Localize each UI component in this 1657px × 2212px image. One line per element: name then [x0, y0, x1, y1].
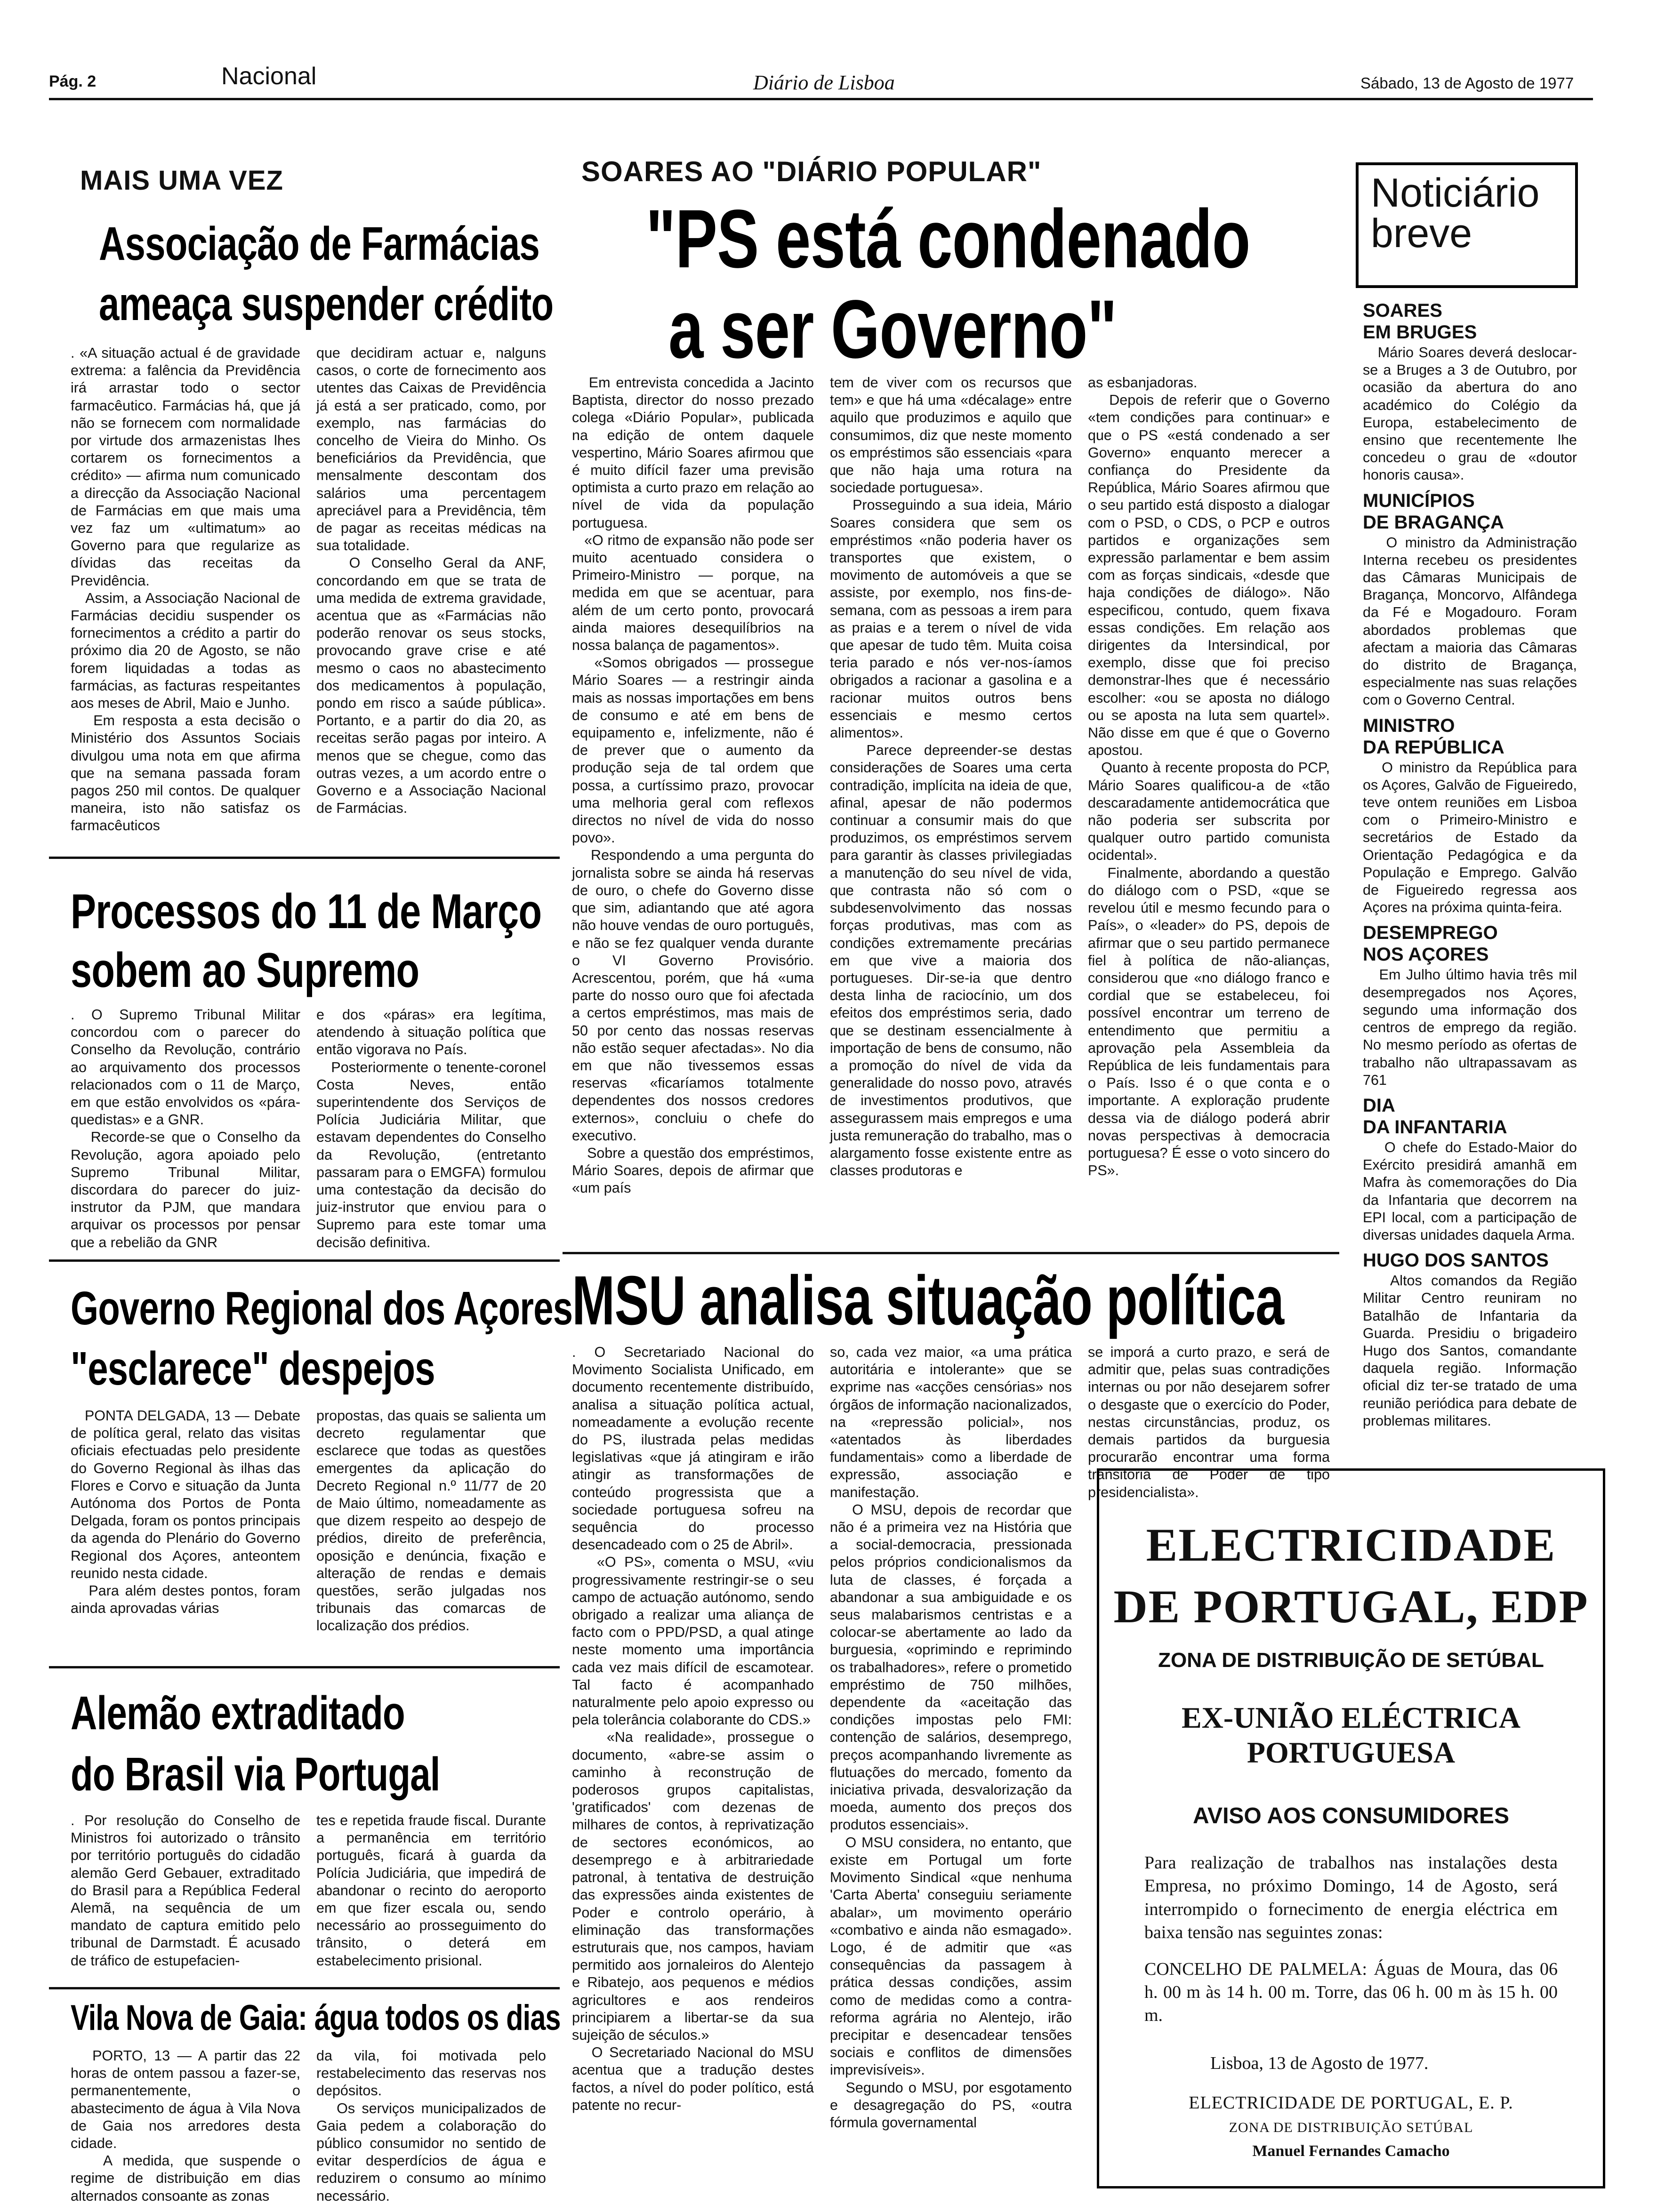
breve-item-title: HUGO DOS SANTOS — [1363, 1250, 1549, 1271]
ad-line-3: ZONA DE DISTRIBUIÇÃO DE SETÚBAL — [1158, 1649, 1544, 1672]
breve-item — [1363, 490, 1581, 709]
ad-line-1: ELECTRICIDADE — [1146, 1519, 1556, 1571]
farmacias-col-1: . «A situação actual é de gravidade extrema: a falência da Previdência irá arrastar todo o sector farmacêutico. Farmácias há, que já não se fornecem com normalidade por virtude dos armazenistas lhes cortarem os fornecimentos a crédito» — afirma num comunicado a direcção da Associação Nacional de Farmácias em que mais uma vez faz um «ultimatum» ao Governo para que regularize as dívidas das receitas da Previdência. Assim, a Associação Nacional de Farmácias decidiu suspender os fornecimentos a crédito a partir do próximo dia 20 de Agosto, se não forem liquidadas a todas as farmácias, as facturas respeitantes aos meses de Abril, Maio e Junho. Em resposta a esta decisão o Ministério dos Assuntos Sociais divulgou uma nota em que afirma que na semana passada foram pagos 250 mil contos. De qualquer maneira, isto não satisfaz os farmacêuticos — [71, 345, 301, 834]
breve-item-body: O chefe do Estado-Maior do Exército presidirá amanhã em Mafra às comemorações do Dia da Infantaria que decorrem na EPI local, com a participação de diversas unidades daquela Arma. — [1363, 1139, 1581, 1243]
ad-line-2: DE PORTUGAL, EDP — [1113, 1580, 1589, 1633]
divider — [49, 857, 560, 859]
gaia-headline: Vila Nova de Gaia: água todos os dias — [71, 1998, 561, 2038]
breve-item-body: O ministro da Administração Interna recebeu os presidentes das Câmaras Municipais de Bragança, Moncorvo, Alfândega da Fé e Mogadouro. Foram abordados problemas que afectam a maioria das Câmaras do distrito de Bragança, especialmente nas suas relações com o Governo Central. — [1363, 534, 1581, 708]
breve-title-2: breve — [1371, 211, 1472, 256]
alemao-headline-1: Alemão extraditado — [71, 1687, 405, 1739]
processos-col-1: . O Supremo Tribunal Militar concordou com o parecer do Conselho da Revolução, contrário ao arquivamento dos processos relacionados com o 11 de Março, em que estão envolvidos os «pára-quedistas» e a GNR. Recorde-se que o Conselho da Revolução, agora apoiado pelo Supremo Tribunal Militar, discordara do parecer do juiz-instrutor da PJM, que mandara arquivar os processos por pensar que a rebelião da GNR — [71, 1007, 300, 1250]
acores-headline-1: Governo Regional dos Açores — [71, 1282, 573, 1335]
divider — [49, 1666, 560, 1668]
farmacias-body — [71, 345, 546, 848]
newspaper-name: Diário de Lisboa — [753, 71, 895, 94]
breve-item-body: O ministro da República para os Açores, Galvão de Figueiredo, teve ontem reuniões em Lisboa com o Primeiro-Ministro e secretários de Estado da Orientação Pedagógica e da População e Emprego. Galvão de Figueiredo regressa aos Açores na próxima quinta-feira. — [1363, 759, 1581, 916]
breve-item-subtitle: DA INFANTARIA — [1363, 1116, 1507, 1138]
alemao-col-1: . Por resolução do Conselho de Ministros foi autorizado o trânsito por território português do cidadão alemão Gerd Gebauer, extraditado do Brasil para a República Federal Alemã, na sequência de um mandato de captura emitido pelo tribunal de Darmstadt. É acusado de tráfico de estupefacien- — [71, 1812, 305, 1969]
ad-signature-2: ZONA DE DISTRIBUIÇÃO SETÚBAL — [1229, 2119, 1473, 2135]
soares-kicker: SOARES AO "DIÁRIO POPULAR" — [581, 156, 1042, 187]
ad-line-4: EX-UNIÃO ELÉCTRICA PORTUGUESA — [1181, 1701, 1521, 1769]
soares-headline-1: "PS está condenado — [646, 193, 1250, 285]
processos-col-2: e dos «páras» era legítima, atendendo à situação política que então vigorava no País. Posteriormente o tenente-coronel Costa Neves, então superintendente dos Serviços de Polícia Judiciária Militar, que estavam dependentes do Conselho da Revolução, (entretanto passaram para o EMGFA) formulou uma contestação da decisão do juiz-instrutor que enviou para o Supremo para este tomar uma decisão definitiva. — [316, 1007, 546, 1250]
msu-headline: MSU analisa situação política — [572, 1262, 1284, 1339]
breve-item-title: SOARES — [1363, 300, 1442, 321]
processos-headline-2: sobem ao Supremo — [71, 943, 419, 998]
farmacias-headline-1: Associação de Farmácias — [99, 217, 539, 270]
acores-col-2: propostas, das quais se salienta um decreto regulamentar que esclarece que todas as questões emergentes da aplicação do Decreto Regional n.º 11/77 de 20 de Maio último, nomeadamente as que dizem respeito ao despejo de prédios, direito de preferência, oposição e denúncia, fixação e alteração de rendas e demais questões, serão julgadas nos tribunais das comarcas de localização dos prédios. — [316, 1408, 550, 1634]
gaia-body — [71, 2047, 546, 2204]
msu-col-1: . O Secretariado Nacional do Movimento Socialista Unificado, em documento recentemente distribuído, analisa a situação política actual, nomeadamente a evolução recente do PS, ilustrada pelas medidas legislativas «que já atingiram e irão atingir as transformações de conteúdo progressista que a sociedade portuguesa sofreu na sequência do processo desencadeado com o 25 de Abril». «O PS», comenta o MSU, «viu progressivamente restringir-se o seu campo de actuação autónomo, sendo obrigado a realizar uma aliança de facto com o PPD/PSD, a qual atinge neste momento uma importância cada vez mais difícil de escamotear. Tal facto é acompanhado naturalmente pelo apoio expresso ou pela tolerância colaborante do CDS.» «Na realidade», prossegue o documento, «abre-se assim o caminho à reconstrução de poderosos grupos capitalistas, 'gratificados' com dezenas de milhares de contos, à reprivatização de sectores económicos, ao desemprego e à arbitrariedade patronal, à tentativa de destruição das expressões ainda existentes de Poder e controlo operário, à eliminação das transformações estruturais que, nos campos, haviam permitido aos jornaleiros do Alentejo e Ribatejo, aos pequenos e médios agricultores e aos rendeiros principiarem a libertar-se da sua sujeição de séculos.» O Secretariado Nacional do MSU acentua que a tradução destes factos, a nível do poder político, está patente no recur- — [572, 1344, 814, 2113]
acores-body — [71, 1407, 550, 1659]
soares-col-3: as esbanjadoras. Depois de referir que o Governo «tem condições para continuar» e que o PS «está condenado a ser Governo» enquanto merecer a confiança do Presidente da República, Mário Soares afirmou que o seu partido está disposto a dialogar com o PSD, o CDS, o PCP e outros partidos e organizações sem expressão parlamentar e bem assim com as forças sindicais, «desde que haja condições de diálogo». Não especificou, contudo, quem fixava essas condições. Em relação aos dirigentes da Intersindical, por exemplo, disse que foi preciso demonstrar-lhes que é necessário escolher: «ou se aposta no diálogo ou se aposta na luta sem quartel». Não disse em que é que o Governo apostou. Quanto à recente proposta do PCP, Mário Soares qualificou-a de «tão descaradamente antidemocrática que não poderia ser subscrita por qualquer outro partido comunista ocidental». Finalmente, abordando a questão do diálogo com o PSD, «que se revelou útil e mesmo fecundo para o País», o «leader» do PS, depois de afirmar que o seu partido permanece fiel à política de não-alianças, considerou que «no diálogo franco e cordial que se estabeleceu, foi possível encontrar um terreno de entendimento que permitiu a aprovação pela Assembleia da República de leis fundamentais para o País. Isso é o que conta e o importante. A exploração prudente dessa via de diálogo poderá abrir novas perspectivas à democracia portuguesa? É esse o voto sincero do PS». — [1088, 375, 1330, 1179]
msu-col-2: so, cada vez maior, «a uma prática autoritária e intolerante» que se exprime nas «acções censórias» nos órgãos de informação nacionalizados, na «repressão policial», nos «atentados às liberdades fundamentais» como a liberdade de expressão, associação e manifestação. O MSU, depois de recordar que não é a primeira vez na História que a social-democracia, pressionada pelos próprios condicionalismos da luta de classes, é forçada a abandonar a sua ambiguidade e os seus malabarismos centristas e a colocar-se abertamente ao lado da burguesia, «oprimindo e reprimindo os trabalhadores», refere o prometido empréstimo de 750 milhões, dependente da «aceitação das condições impostas pelo FMI: contenção de salários, desemprego, preços acompanhando livremente as flutuações do mercado, fomento da iniciativa privada, desvalorização da moeda, aumento dos preços dos produtos essenciais». O MSU considera, no entanto, que existe em Portugal um forte Movimento Sindical «que nenhuma 'Carta Aberta' conseguiu seriamente abalar», um movimento operário «combativo e ainda não esmagado». Logo, é de admitir que «as consequências da passagem à prática dessas condições, assim como de medidas como a contra-reforma agrária no Alentejo, irão precipitar e desencadear tensões sociais e conflitos de dimensões imprevisíveis». Segundo o MSU, por esgotamento e desagregação do PS, «outra fórmula governamental — [830, 1344, 1072, 2131]
breve-title-box — [1356, 162, 1578, 288]
breve-item-body: Mário Soares deverá deslocar-se a Bruges a 3 de Outubro, por ocasião da abertura do ano académico do Colégio da Europa, estabelecimento de ensino que recentemente lhe concedeu o grau de «doutor honoris causa». — [1363, 345, 1581, 483]
issue-date: Sábado, 13 de Agosto de 1977 — [1360, 74, 1574, 92]
breve-item-subtitle: DA REPÚBLICA — [1363, 737, 1504, 758]
masthead-rule — [49, 98, 1593, 100]
section-name: Nacional — [221, 63, 317, 90]
breve-item-subtitle: EM BRUGES — [1363, 322, 1477, 343]
breve-title-1: Noticiário — [1371, 170, 1540, 216]
processos-body — [71, 1006, 546, 1251]
breve-item-title: MINISTRO — [1363, 715, 1455, 736]
divider — [49, 1987, 560, 1989]
acores-col-1: PONTA DELGADA, 13 — Debate de política geral, relato das visitas oficiais efectuadas pelo presidente do Governo Regional às ilhas das Flores e Corvo e situação da Junta Autónoma dos Portos de Ponta Delgada, foram os pontos principais da agenda do Plenário do Governo Regional dos Açores, anteontem reunido nesta cidade. Para além destes pontos, foram ainda aprovadas várias — [71, 1408, 301, 1617]
edp-advert — [1097, 1468, 1605, 2188]
alemao-headline-2: do Brasil via Portugal — [71, 1748, 440, 1801]
alemao-col-2: tes e repetida fraude fiscal. Durante a permanência em território português, ficará à guarda da Polícia Judiciária, que impedirá de abandonar o recinto do aeroporto em que fizer escala ou, sendo necessário ao prosseguimento do trânsito, o deterá em estabelecimento prisional. — [316, 1812, 550, 1969]
ad-date: Lisboa, 13 de Agosto de 1977. — [1210, 2053, 1429, 2073]
breve-item — [1363, 922, 1581, 1089]
breve-item-subtitle: DE BRAGANÇA — [1363, 512, 1504, 533]
processos-headline-1: Processos do 11 de Março — [71, 884, 542, 939]
farmacias-kicker: MAIS UMA VEZ — [80, 165, 283, 196]
breve-item — [1363, 1095, 1581, 1244]
ad-body: Para realização de trabalhos nas instalações desta Empresa, no próximo Domingo, 14 de Agosto, será interrompido o fornecimento de energia eléctrica em baixa tensão nas seguintes zonas: — [1144, 1853, 1558, 1943]
acores-headline-2: "esclarece" despejos — [71, 1342, 435, 1395]
breve-item-body: Altos comandos da Região Militar Centro reuniram no Batalhão de Infantaria da Guarda. Presidiu o brigadeiro Hugo dos Santos, comandante daquela região. Informação oficial diz ter-se tratado de uma reunião periódica para debate de problemas militares. — [1363, 1273, 1581, 1429]
alemao-body — [71, 1812, 550, 1986]
breve-item-body: Em Julho último havia três mil desempregados nos Açores, segundo uma informação dos centros de emprego da região. No mesmo período as ofertas de trabalho não ultrapassavam as 761 — [1363, 967, 1581, 1088]
farmacias-col-2: que decidiram actuar e, nalguns casos, o corte de fornecimento aos utentes das Caixas de Previdência já está a ser praticado, como, por exemplo, nas farmácias do concelho de Vieira do Minho. Os beneficiários da Previdência, que mensalmente descontam dos salários uma percentagem apreciável para a Previdência, têm de pagar as receitas médicas na sua totalidade. O Conselho Geral da ANF, concordando em que se trata de uma medida de extrema gravidade, acentua que as «Farmácias não poderão renovar os seus stocks, provocando grave crise e até mesmo o caos no abastecimento dos medicamentos à população, pondo em risco a saúde pública». Portanto, e a partir do dia 20, as receitas serão pagas por inteiro. A menos que se chegue, como das outras vezes, a um acordo entre o Governo e a Associação Nacional de Farmácias. — [316, 345, 546, 817]
msu-col-3: se imporá a curto prazo, e será de admitir que, pelas suas contradições internas ou por não desejarem sofrer o desgaste que o exercício do Poder, nestas circunstâncias, produz, os demais partidos da burguesia procurarão encontrar uma forma transitória de Poder de tipo presidencialista». — [1088, 1344, 1334, 1500]
soares-headline-2: a ser Governo" — [668, 283, 1117, 376]
breve-item-title: DESEMPREGO — [1363, 922, 1498, 944]
breve-item-subtitle: NOS AÇORES — [1363, 944, 1489, 965]
ad-signature-3: Manuel Fernandes Camacho — [1252, 2142, 1450, 2160]
breve-item — [1363, 1250, 1581, 1430]
breve-item — [1363, 715, 1581, 917]
breve-items — [1363, 294, 1581, 1433]
gaia-col-1: PORTO, 13 — A partir das 22 horas de ontem passou a fazer-se, permanentemente, o abastecimento de água à Vila Nova de Gaia nos arredores desta cidade. A medida, que suspende o regime de distribuição em dias alternados consoante as zonas — [71, 2048, 300, 2204]
divider — [49, 1259, 560, 1262]
ad-line-5: AVISO AOS CONSUMIDORES — [1192, 1803, 1510, 1828]
breve-item-title: DIA — [1363, 1095, 1395, 1116]
soares-col-2: tem de viver com os recursos que tem» e que há uma «décalage» entre aquilo que produzimos e aquilo que consumimos, diz que neste momento os empréstimos são essenciais «para que não haja uma rotura na sociedade portuguesa». Prosseguindo a sua ideia, Mário Soares considera que sem os empréstimos «não poderia haver os transportes que existem, o movimento de automóveis a que se assiste, por exemplo, nos fins-de-semana, com as pessoas a irem para as praias e a terem o nível de vida que apesar de tudo têm. Muita coisa teria parado e nós ver-nos-íamos obrigados a racionar a gasolina e a racionar muitos outros bens essenciais e mesmo certos alimentos». Parece depreender-se destas considerações de Soares uma certa contradição, implícita na ideia de que, afinal, apesar de não podermos continuar a consumir mais do que produzimos, os empréstimos servem para garantir às classes privilegiadas a manutenção do seu nível de vida, que contrasta não só com o subdesenvolvimento das nossas forças produtivas, mas com as condições extremamente precárias em que vive a maioria dos portugueses. Dir-se-ia que dentro desta linha de raciocínio, um dos efeitos dos empréstimos seria, dado que se destinam essencialmente à importação de bens de consumo, não a promoção do nível de vida da generalidade do nosso povo, através de investimentos produtivos, que assegurassem mais empregos e uma justa remuneração do trabalho, mas o alargamento fosse existente entre as classes produtoras e — [830, 375, 1072, 1179]
soares-body — [572, 374, 1330, 1242]
ad-zones: CONCELHO DE PALMELA: Águas de Moura, das 06 h. 00 m às 14 h. 00 m. Torre, das 06 h. 00 m às 15 h. 00 m. — [1144, 1959, 1558, 2026]
ad-signature-1: ELECTRICIDADE DE PORTUGAL, E. P. — [1189, 2092, 1513, 2113]
breve-item-title: MUNICÍPIOS — [1363, 490, 1475, 511]
soares-col-1: Em entrevista concedida a Jacinto Baptista, director do nosso prezado colega «Diário Popular», publicada na edição de ontem daquele vespertino, Mário Soares afirmou que é muito difícil fazer uma previsão optimista a curto prazo em relação ao nível de vida da população portuguesa. «O ritmo de expansão não pode ser muito acentuado considera o Primeiro-Ministro — porque, na medida em que se acentuar, para além de um certo ponto, provocará ainda maiores desequilíbrios na nossa balança de pagamentos». «Somos obrigados — prossegue Mário Soares — a restringir ainda mais as nossas importações em bens de consumo e até em bens de equipamento e, infelizmente, não é de prever que o aumento da produção seja de tal ordem que possa, a curtíssimo prazo, provocar uma melhoria geral com reflexos directos no nível de vida do nosso povo». Respondendo a uma pergunta do jornalista sobre se ainda há reservas de ouro, o chefe do Governo disse que sim, adiantando que até agora não houve vendas de ouro português, e não se fez qualquer venda durante o VI Governo Provisório. Acrescentou, porém, que há «uma parte do nosso ouro que foi afectada a certos empréstimos, mas mais de 50 por cento das nossas reservas não estão sequer afectadas». No dia em que não tivessemos essas reservas «ficaríamos totalmente dependentes dos nossos credores externos», concluiu o chefe do executivo. Sobre a questão dos empréstimos, Mário Soares, depois de afirmar que «um país — [572, 375, 814, 1196]
gaia-col-2: da vila, foi motivada pelo restabelecimento das reservas nos depósitos. Os serviços municipalizados de Gaia pedem a colaboração do público consumidor no sentido de evitar desperdícios de água e reduzirem o consumo ao mínimo necessário. — [316, 2048, 546, 2204]
divider — [563, 1252, 1339, 1254]
farmacias-headline-2: ameaça suspender crédito — [99, 278, 554, 330]
breve-item — [1363, 300, 1581, 484]
page-number: Pág. 2 — [49, 72, 97, 90]
